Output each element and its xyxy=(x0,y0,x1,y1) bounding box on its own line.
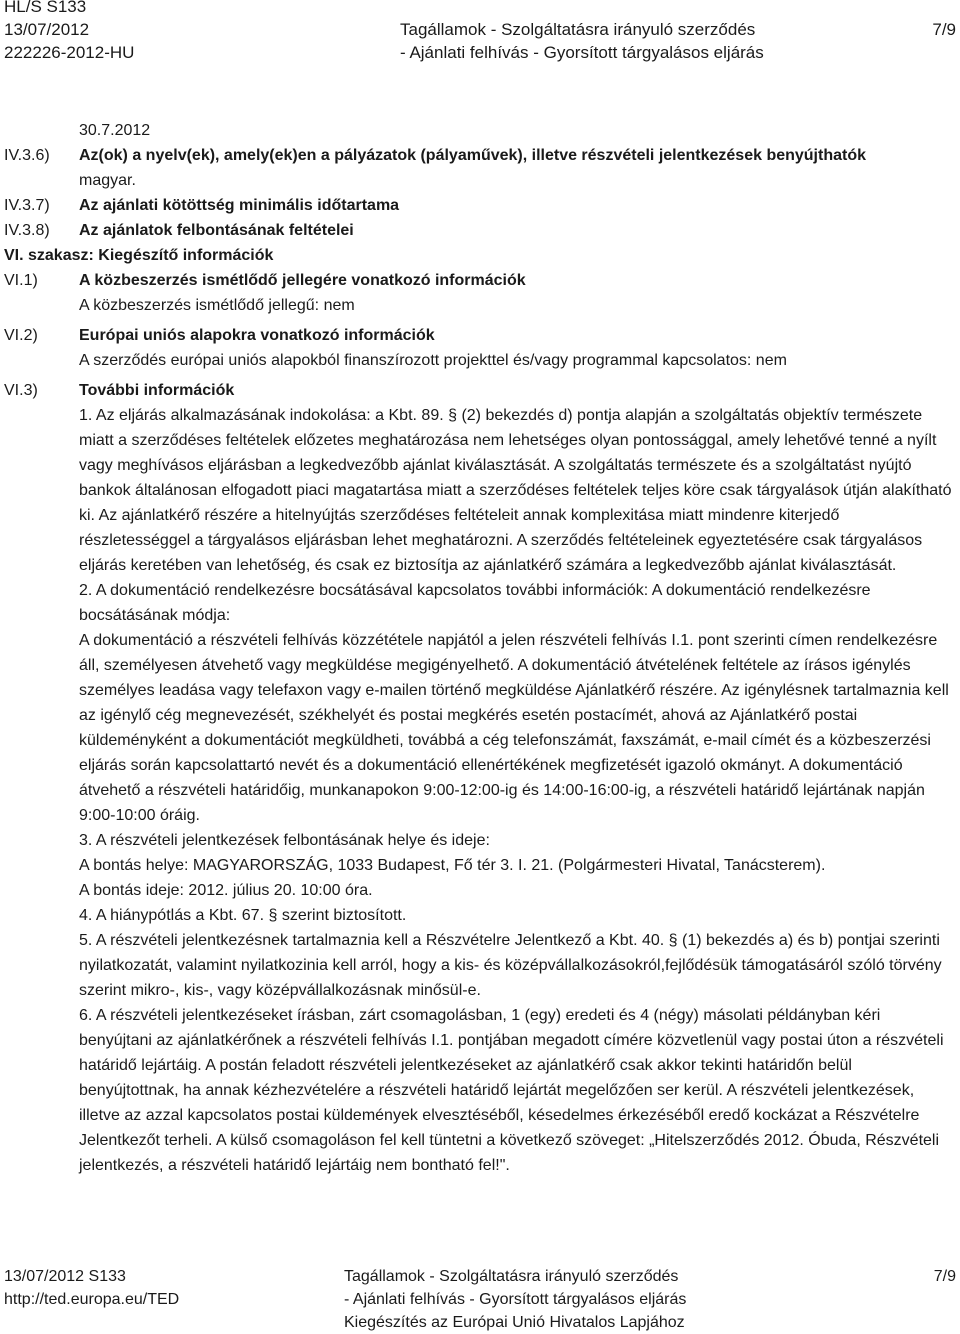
footer-page-number: 7/9 xyxy=(933,1268,956,1285)
item-iv-3-6 xyxy=(0,143,960,193)
item-title: Az ajánlatok felbontásának feltételei xyxy=(79,222,354,239)
info-paragraph-6: A bontás ideje: 2012. július 20. 10:00 óra. xyxy=(79,882,373,899)
section-text: A közbeszerzés ismétlődő jellegű: nem xyxy=(79,297,355,314)
item-number: IV.3.7) xyxy=(4,197,50,214)
info-paragraph-5: A bontás helye: MAGYARORSZÁG, 1033 Budapest, Fő tér 3. I. 21. (Polgármesteri Hivatal, Tanácsterem). xyxy=(79,857,826,874)
section-vi-1 xyxy=(0,268,960,318)
section-title: Európai uniós alapokra vonatkozó információk xyxy=(79,327,435,344)
info-paragraph-2: 2. A dokumentáció rendelkezésre bocsátásával kapcsolatos további információk: A dokumentáció rendelkezésre bocsátásának módja: xyxy=(79,582,871,624)
page-header xyxy=(0,0,960,70)
section-vi-2 xyxy=(0,323,960,373)
page-footer xyxy=(0,1266,960,1334)
item-iv-3-7 xyxy=(0,193,960,218)
item-text: magyar. xyxy=(79,172,136,189)
top-value: 30.7.2012 xyxy=(79,122,151,139)
section-number: VI.1) xyxy=(4,272,38,289)
info-paragraph-7: 4. A hiánypótlás a Kbt. 67. § szerint biztosított. xyxy=(79,907,407,924)
info-paragraph-3: A dokumentáció a részvételi felhívás közzététele napjától a jelen részvételi felhívás I.1. pont szerinti címen rendelkezésre áll, személyesen átvehető vagy megküldése megigényelhető. A dokumentáció átvételének feltétele az írásos igénylés személyes leadása vagy telefaxon vagy e-mailen történő megküldése Ajánlatkérő részére. Az igénylésnek tartalmaznia kell az igénylő cég megnevezését, székhelyét és postai megkérés esetén postacímét, ahová az Ajánlatkérő postai küldeményként a dokumentációt megküldheti, továbbá a cég telefonszámát, faxszámát, e-mail címét és a közbeszerzési eljárás során kapcsolattartó nevét és a dokumentáció ellenértékének megfizetését igazoló okmányt. A dokumentáció átvehető a részvételi határidőig, munkanapokon 9:00-12:00-ig és 14:00-16:00-ig, a részvételi határidő lejártának napján 9:00-10:00 óráig. xyxy=(79,632,949,824)
header-page-number: 7/9 xyxy=(932,20,956,39)
section-vi-3 xyxy=(0,378,960,1178)
section-title: A közbeszerzés ismétlődő jellegére vonatkozó információk xyxy=(79,272,526,289)
item-iv-3-8 xyxy=(0,218,960,243)
header-ref: 222226-2012-HU xyxy=(4,43,135,62)
doc-code: HL/S S133 xyxy=(4,0,87,16)
footer-title-line2: - Ajánlati felhívás - Gyorsított tárgyalásos eljárás xyxy=(344,1291,687,1308)
header-title-line2: - Ajánlati felhívás - Gyorsított tárgyalásos eljárás xyxy=(400,43,764,62)
header-title-line1: Tagállamok - Szolgáltatásra irányuló szerződés xyxy=(400,20,756,39)
section-number: VI.3) xyxy=(4,382,38,399)
item-title: Az(ok) a nyelv(ek), amely(ek)en a pályázatok (pályaművek), illetve részvételi jelentkezések benyújthatók xyxy=(79,147,866,164)
item-number: IV.3.8) xyxy=(4,222,50,239)
info-paragraph-1: 1. Az eljárás alkalmazásának indokolása: a Kbt. 89. § (2) bekezdés d) pontja alapján a szolgáltatás objektív természete miatt a szerződéses feltételek előzetes meghatározása nem lehetséges olyan pontossággal, amely lehetővé tenné a nyílt vagy meghívásos eljárásban a legkedvezőbb ajánlat kiválasztását. A szolgáltatás természete és a szolgáltatást nyújtó bankok általánosan elfogadott piaci magatartása miatt a szerződéses feltételek teljes köre csak tárgyalások útján alakítható ki. Az ajánlatkérő részére a hitelnyújtás szerződéses feltételeit annak komplexitása miatt mindenre kiterjedő részletességgel a tárgyalásos eljárásban lehet meghatározni. A szerződés feltételeinek egyeztetésére csak tárgyalásos eljárás keretében van lehetőség, és csak ez biztosítja az ajánlatkérő számára a legkedvezőbb ajánlat kiválasztását. xyxy=(79,407,952,574)
item-title: Az ajánlati kötöttség minimális időtartama xyxy=(79,197,400,214)
section-number: VI.2) xyxy=(4,327,38,344)
section-text: A szerződés európai uniós alapokból finanszírozott projekttel és/vagy programmal kapcsolatos: nem xyxy=(79,352,787,369)
section-title: További információk xyxy=(79,382,235,399)
info-paragraph-8: 5. A részvételi jelentkezésnek tartalmaznia kell a Részvételre Jelentkező a Kbt. 40. § (1) bekezdés a) és b) pontjai szerinti nyilatkozatát, valamint nyilatkozinia kell arról, hogy a kis- és középvállalkozásokról,fejlődésük támogatásáról szóló törvény szerint mikro-, kis-, vagy középvállalkozásnak minősül-e. xyxy=(79,932,942,999)
footer-title-line1: Tagállamok - Szolgáltatásra irányuló szerződés xyxy=(344,1268,679,1285)
section-heading: VI. szakasz: Kiegészítő információk xyxy=(4,247,274,264)
info-paragraph-9: 6. A részvételi jelentkezéseket írásban, zárt csomagolásban, 1 (egy) eredeti és 4 (négy) másolati példányban kéri benyújtani az ajánlatkérőnek a részvételi felhívás I.1. pontjában megadott címére közvetlenül vagy postai úton a részvételi határidő lejártáig. A postán feladott részvételi jelentkezéseket az ajánlatkérő csak akkor tekinti határidőn belül benyújtottnak, ha annak kézhezvételére a részvételi határidő lejártát megelőzően ser kerül. A részvételi jelentkezések, illetve az azzal kapcsolatos postai küldemények elvesztéséből, késedelmes érkezéséből eredő kockázat a Részvételre Jelentkezőt terheli. A külső csomagoláson fel kell tüntetni a következő szöveget: „Hitelszerződés 2012. Óbuda, Részvételi jelentkezés, a részvételi határidő lejártáig nem bontható fel!". xyxy=(79,1007,944,1174)
info-paragraph-4: 3. A részvételi jelentkezések felbontásának helye és ideje: xyxy=(79,832,490,849)
document-body xyxy=(0,118,960,1178)
footer-url: http://ted.europa.eu/TED xyxy=(4,1291,180,1308)
header-date: 13/07/2012 xyxy=(4,20,90,39)
item-number: IV.3.6) xyxy=(4,147,50,164)
footer-title-line3: Kiegészítés az Európai Unió Hivatalos Lapjához xyxy=(344,1314,685,1331)
footer-date-code: 13/07/2012 S133 xyxy=(4,1268,126,1285)
